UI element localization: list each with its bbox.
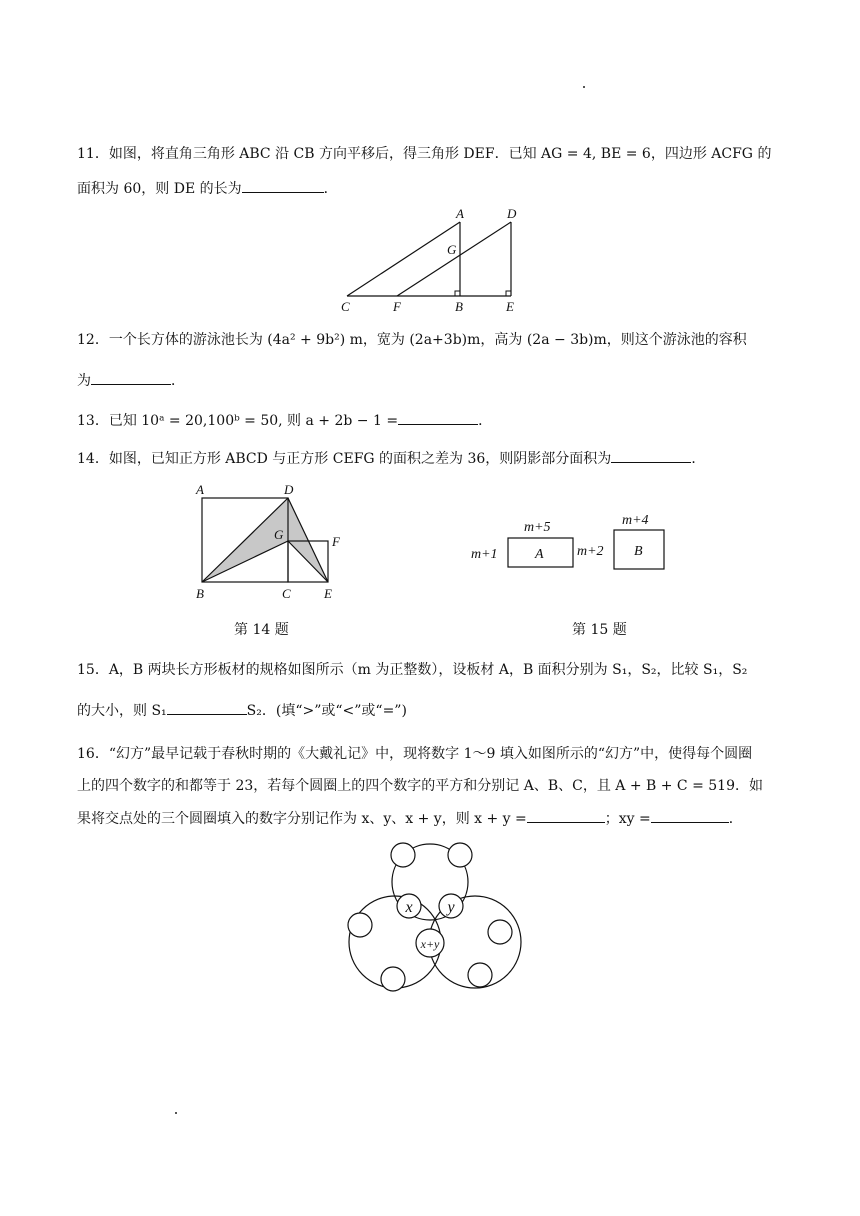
q14-label-A: A [196,482,204,497]
q14-label-C: C [282,586,291,601]
q15-caption: 第 15 题 [572,622,627,638]
q14-label-E: E [324,586,332,601]
q11-label-A: A [456,206,464,221]
q14-label-G: G [274,527,284,542]
q11-right-angle-B [455,291,460,296]
q16-label-y: y [447,899,455,916]
q16-answer-blank-product[interactable] [651,808,729,823]
q11-right-angle-E [506,291,511,296]
q14-figure [190,478,350,606]
q15-rectA-top-label: m+5 [524,520,551,535]
q16-node-top-right [448,843,472,867]
q12-answer-blank[interactable] [91,370,171,385]
q15-rectB-name: B [634,544,643,559]
q16-answer-blank-sum[interactable] [527,808,605,823]
q16-node-right-bottom [468,963,492,987]
q11-side-CA [347,222,460,296]
q16-line3: 果将交点处的三个圆圈填入的数字分别记作为 x、y、x + y，则 x + y = ；xy = ． [77,808,743,829]
q12-line2: 为 ． [77,370,185,391]
q12-line1: 12．一个长方体的游泳池长为 (4a² + 9b²) m，宽为 (2a+3b)m，高为 (2a − 3b)m，则这个游泳池的容积 [77,332,747,348]
q14-label-F: F [332,534,340,549]
q16-line2: 上的四个数字的和都等于 23，若每个圆圈上的四个数字的平方和分别记 A、B、C，且 A + B + C = 519．如 [77,778,763,794]
q11-label-F: F [393,299,401,314]
q16-node-top-left [391,843,415,867]
q13-answer-blank[interactable] [398,410,478,425]
q15-line1: 15．A，B 两块长方形板材的规格如图所示（m 为正整数），设板材 A，B 面积分别为 S₁，S₂，比较 S₁，S₂ [77,662,748,678]
q16-figure [335,835,525,1005]
q11-line1: 11．如图，将直角三角形 ABC 沿 CB 方向平移后，得三角形 DEF．已知 AG = 4, BE = 6，四边形 ACFG 的 [77,146,772,162]
q11-figure [335,205,525,315]
q15-figure [465,508,675,578]
q16-node-right-outer [488,920,512,944]
q15-line2: 的大小，则 S₁ S₂．(填“>”或“<”或“=”) [77,700,407,721]
q15-answer-blank[interactable] [167,700,247,715]
q11-line2: 面积为 60，则 DE 的长为 ． [77,178,338,199]
q14-label-B: B [196,586,204,601]
q11-label-E: E [506,299,514,314]
q11-label-D: D [507,206,517,221]
q11-label-G: G [447,242,457,257]
q13-line: 13．已知 10ᵃ = 20,100ᵇ = 50, 则 a + 2b − 1 = ． [77,410,492,431]
q16-label-x-plus-y: x+y [420,937,440,951]
q14-answer-blank[interactable] [611,448,691,463]
q15-rectA-name: A [535,547,544,562]
footer-dot [175,1112,177,1114]
q11-label-C: C [341,299,350,314]
q16-node-left-bottom [381,967,405,991]
q11-label-B: B [455,299,463,314]
q15-rectB-left-label: m+2 [577,544,604,559]
q16-line1: 16．“幻方”最早记载于春秋时期的《大戴礼记》中，现将数字 1～9 填入如图所示的“幻方”中，使得每个圆圈 [77,746,753,762]
q16-label-x: x [405,899,413,916]
q14-caption: 第 14 题 [234,622,289,638]
q16-node-left-outer [348,913,372,937]
q15-rectA-left-label: m+1 [471,547,498,562]
q14-line: 14．如图，已知正方形 ABCD 与正方形 CEFG 的面积之差为 36，则阴影部分面积为 ． [77,448,705,469]
q11-answer-blank[interactable] [242,178,324,193]
q15-rectB-top-label: m+4 [622,513,649,528]
q14-label-D: D [284,482,294,497]
q11-side-FD [397,222,511,296]
header-dot [583,86,585,88]
